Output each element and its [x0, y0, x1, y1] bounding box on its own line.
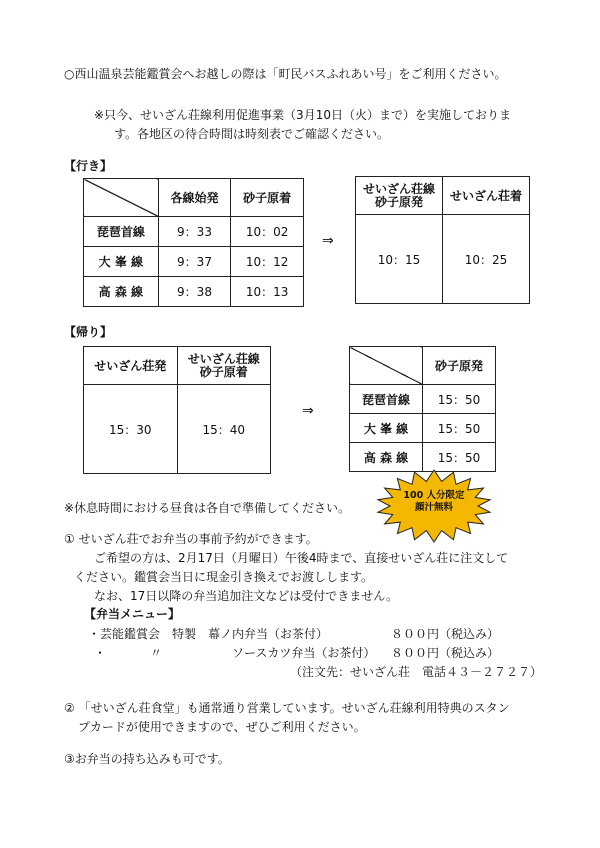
arrow-right-icon: ⇒	[302, 403, 314, 419]
route-name: 大 峯 線	[350, 414, 423, 443]
header-sunago-depart: 砂子原発	[423, 347, 496, 385]
menu-row2-price: ８００円（税込み）	[391, 646, 500, 660]
intro-text: ○西山温泉芸能鑑賞会へお越しの際は「町民バスふれあい号」をご利用ください。	[64, 67, 507, 81]
header-start: 各線始発	[158, 179, 231, 217]
inbound-departure-table	[83, 346, 271, 474]
header-sunago-arrive: せいざん荘線 砂子原着	[177, 347, 271, 385]
item1-line3: ください。鑑賞会当日に現金引き換えでお渡しします。	[74, 570, 374, 584]
route-name: 琵琶首線	[84, 217, 159, 247]
menu-row1-name: ・芸能鑑賞会 特製 幕ノ内弁当（お茶付）	[88, 627, 329, 641]
menu-heading: 【弁当メニュー】	[84, 607, 181, 621]
table-row	[350, 414, 496, 443]
note-line-2: す。各地区の待合時間は時刻表でご確認ください。	[114, 127, 390, 141]
inbound-heading: 【帰り】	[64, 325, 113, 339]
header-transfer: せいざん荘線 砂子原発	[356, 177, 443, 215]
note-line-1: ※只今、せいざん荘線利用促進事業（3月10日（火）まで）を実施しておりま	[94, 108, 511, 122]
header-seizan-depart: せいざん荘発	[84, 347, 178, 385]
arrive-time: 10：13	[231, 277, 304, 307]
menu-row2-bullet: ・	[94, 646, 107, 660]
arrive-time: 10：02	[231, 217, 304, 247]
badge-line-2: 顔汁無料	[414, 502, 453, 513]
inbound-return-table	[349, 346, 496, 472]
seizan-arrive-time: 10：25	[443, 215, 530, 304]
arrive-time: 10：12	[231, 247, 304, 277]
depart-time: 15：50	[423, 385, 496, 414]
arrive-time: 15：40	[177, 385, 271, 474]
start-time: 9：33	[158, 217, 231, 247]
route-name: 高 森 線	[84, 277, 159, 307]
start-time: 9：37	[158, 247, 231, 277]
item1-line4: なお、17日以降の弁当追加注文などは受付できません。	[94, 589, 398, 603]
route-name: 琵琶首線	[350, 385, 423, 414]
depart-time: 15：30	[84, 385, 178, 474]
ditto-mark: 〃	[150, 646, 163, 660]
depart-time: 15：50	[423, 443, 496, 472]
order-contact: （注文先：せいざん荘 電話４３－２７２７）	[290, 665, 543, 679]
diagonal-header-cell	[84, 179, 159, 217]
badge-line-1: 100 人分限定	[403, 490, 465, 501]
diagonal-header-cell	[350, 347, 423, 385]
item1-line2: ご希望の方は、2月17日（月曜日）午後4時まで、直接せいざん荘に注文して	[94, 551, 509, 565]
lunch-note: ※休息時間における昼食は各自で準備してください。	[64, 501, 351, 515]
item2-line2: プカードが使用できますので、ぜひご利用ください。	[78, 720, 366, 734]
header-arrive: 砂子原着	[231, 179, 304, 217]
route-name: 大 峯 線	[84, 247, 159, 277]
transfer-time: 10：15	[356, 215, 443, 304]
item1-line1: ① せいざん荘でお弁当の事前予約ができます。	[64, 532, 318, 546]
depart-time: 15：50	[423, 414, 496, 443]
route-name: 高 森 線	[350, 443, 423, 472]
start-time: 9：38	[158, 277, 231, 307]
item3-text: ③お弁当の持ち込みも可です。	[64, 752, 230, 766]
outbound-heading: 【行き】	[64, 159, 113, 173]
table-row	[84, 247, 304, 277]
menu-row2-name: ソースカツ弁当（お茶付）	[232, 646, 376, 660]
item2-line1: ② 「せいざん荘食堂」も通常通り営業しています。せいざん荘線利用特典のスタン	[64, 701, 510, 715]
table-row	[84, 277, 304, 307]
header-seizan-arrive: せいざん荘着	[443, 177, 530, 215]
table-row	[350, 385, 496, 414]
outbound-transfer-table	[355, 176, 530, 304]
outbound-departure-table	[83, 178, 304, 307]
arrow-right-icon: ⇒	[322, 233, 334, 249]
limited-offer-badge	[375, 468, 493, 544]
table-row	[84, 217, 304, 247]
menu-row1-price: ８００円（税込み）	[391, 627, 500, 641]
